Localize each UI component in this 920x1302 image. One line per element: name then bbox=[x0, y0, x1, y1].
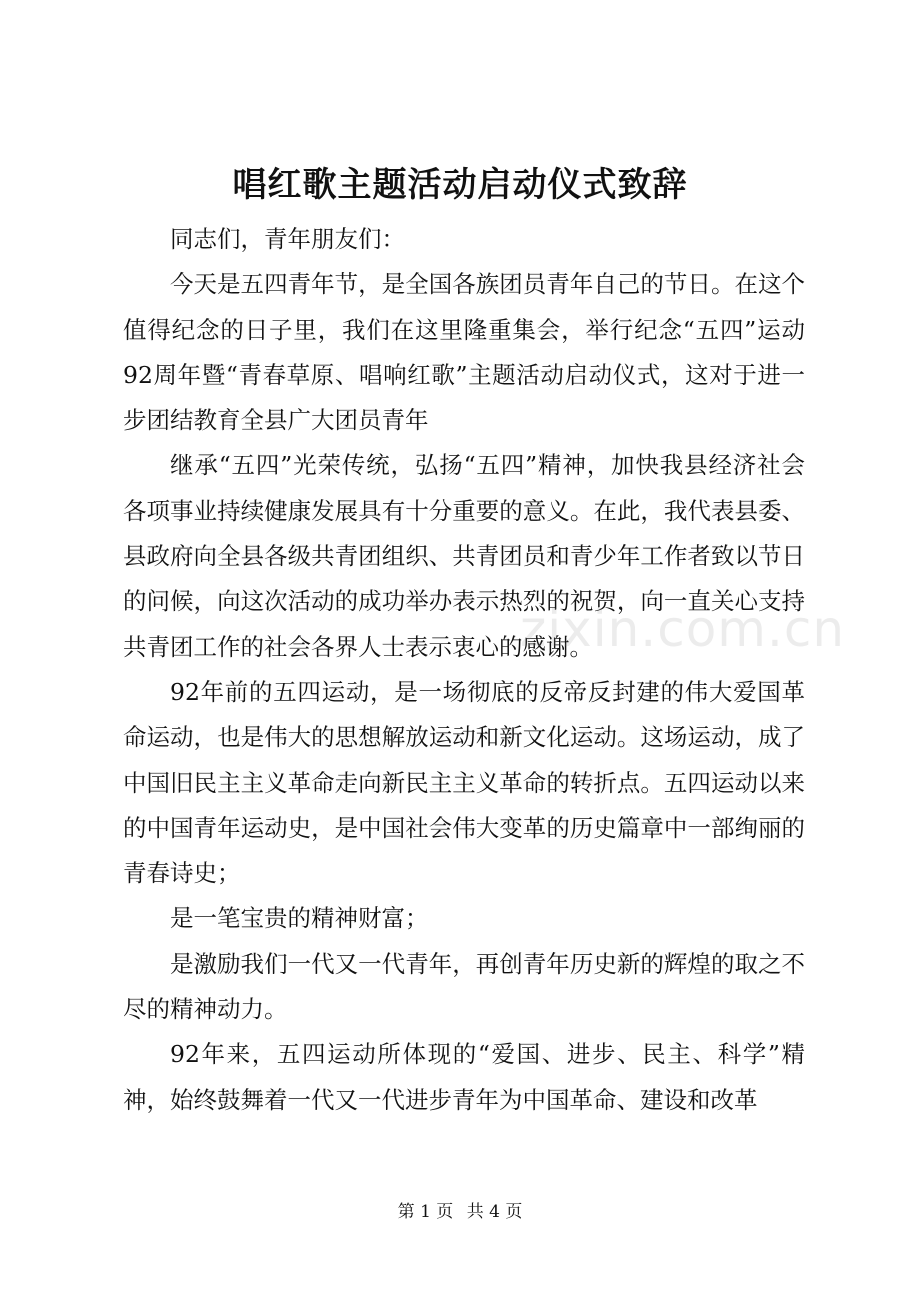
paragraph-1: 今天是五四青年节，是全国各族团员青年自己的节日。在这个值得纪念的日子里，我们在这里隆重集会，举行纪念“五四”运动92周年暨“青春草原、唱响红歌”主题活动启动仪式，这对于进一步团结教育全县广大团员青年 bbox=[123, 270, 805, 435]
page-total: 共 4 页 bbox=[466, 1202, 523, 1222]
paragraph-salutation: 同志们，青年朋友们： bbox=[170, 225, 405, 253]
paragraph-6: 92年来，五四运动所体现的“爱国、进步、民主、科学”精神，始终鼓舞着一代又一代进步青年为中国革命、建设和改革 bbox=[123, 1040, 805, 1114]
paragraph-3: 92年前的五四运动，是一场彻底的反帝反封建的伟大爱国革命运动，也是伟大的思想解放运动和新文化运动。这场运动，成了中国旧民主主义革命走向新民主主义革命的转折点。五四运动以来的中国青年运动史，是中国社会伟大变革的历史篇章中一部绚丽的青春诗史； bbox=[123, 677, 805, 888]
document-title: 唱红歌主题活动启动仪式致辞 bbox=[232, 165, 688, 205]
paragraph-2: 继承“五四”光荣传统，弘扬“五四”精神，加快我县经济社会各项事业持续健康发展具有十分重要的意义。在此，我代表县委、县政府向全县各级共青团组织、共青团员和青少年工作者致以节日的问候，向这次活动的成功举办表示热烈的祝贺，向一直关心支持共青团工作的社会各界人士表示衷心的感谢。 bbox=[123, 451, 805, 661]
paragraph-5: 是激励我们一代又一代青年，再创青年历史新的辉煌的取之不尽的精神动力。 bbox=[123, 949, 805, 1024]
paragraph-4: 是一笔宝贵的精神财富； bbox=[170, 904, 429, 933]
document-body bbox=[123, 217, 805, 1123]
watermark-text: zixin.com.cn bbox=[520, 600, 846, 658]
page-footer bbox=[0, 1200, 920, 1224]
page-number: 第 1 页 bbox=[397, 1202, 454, 1222]
